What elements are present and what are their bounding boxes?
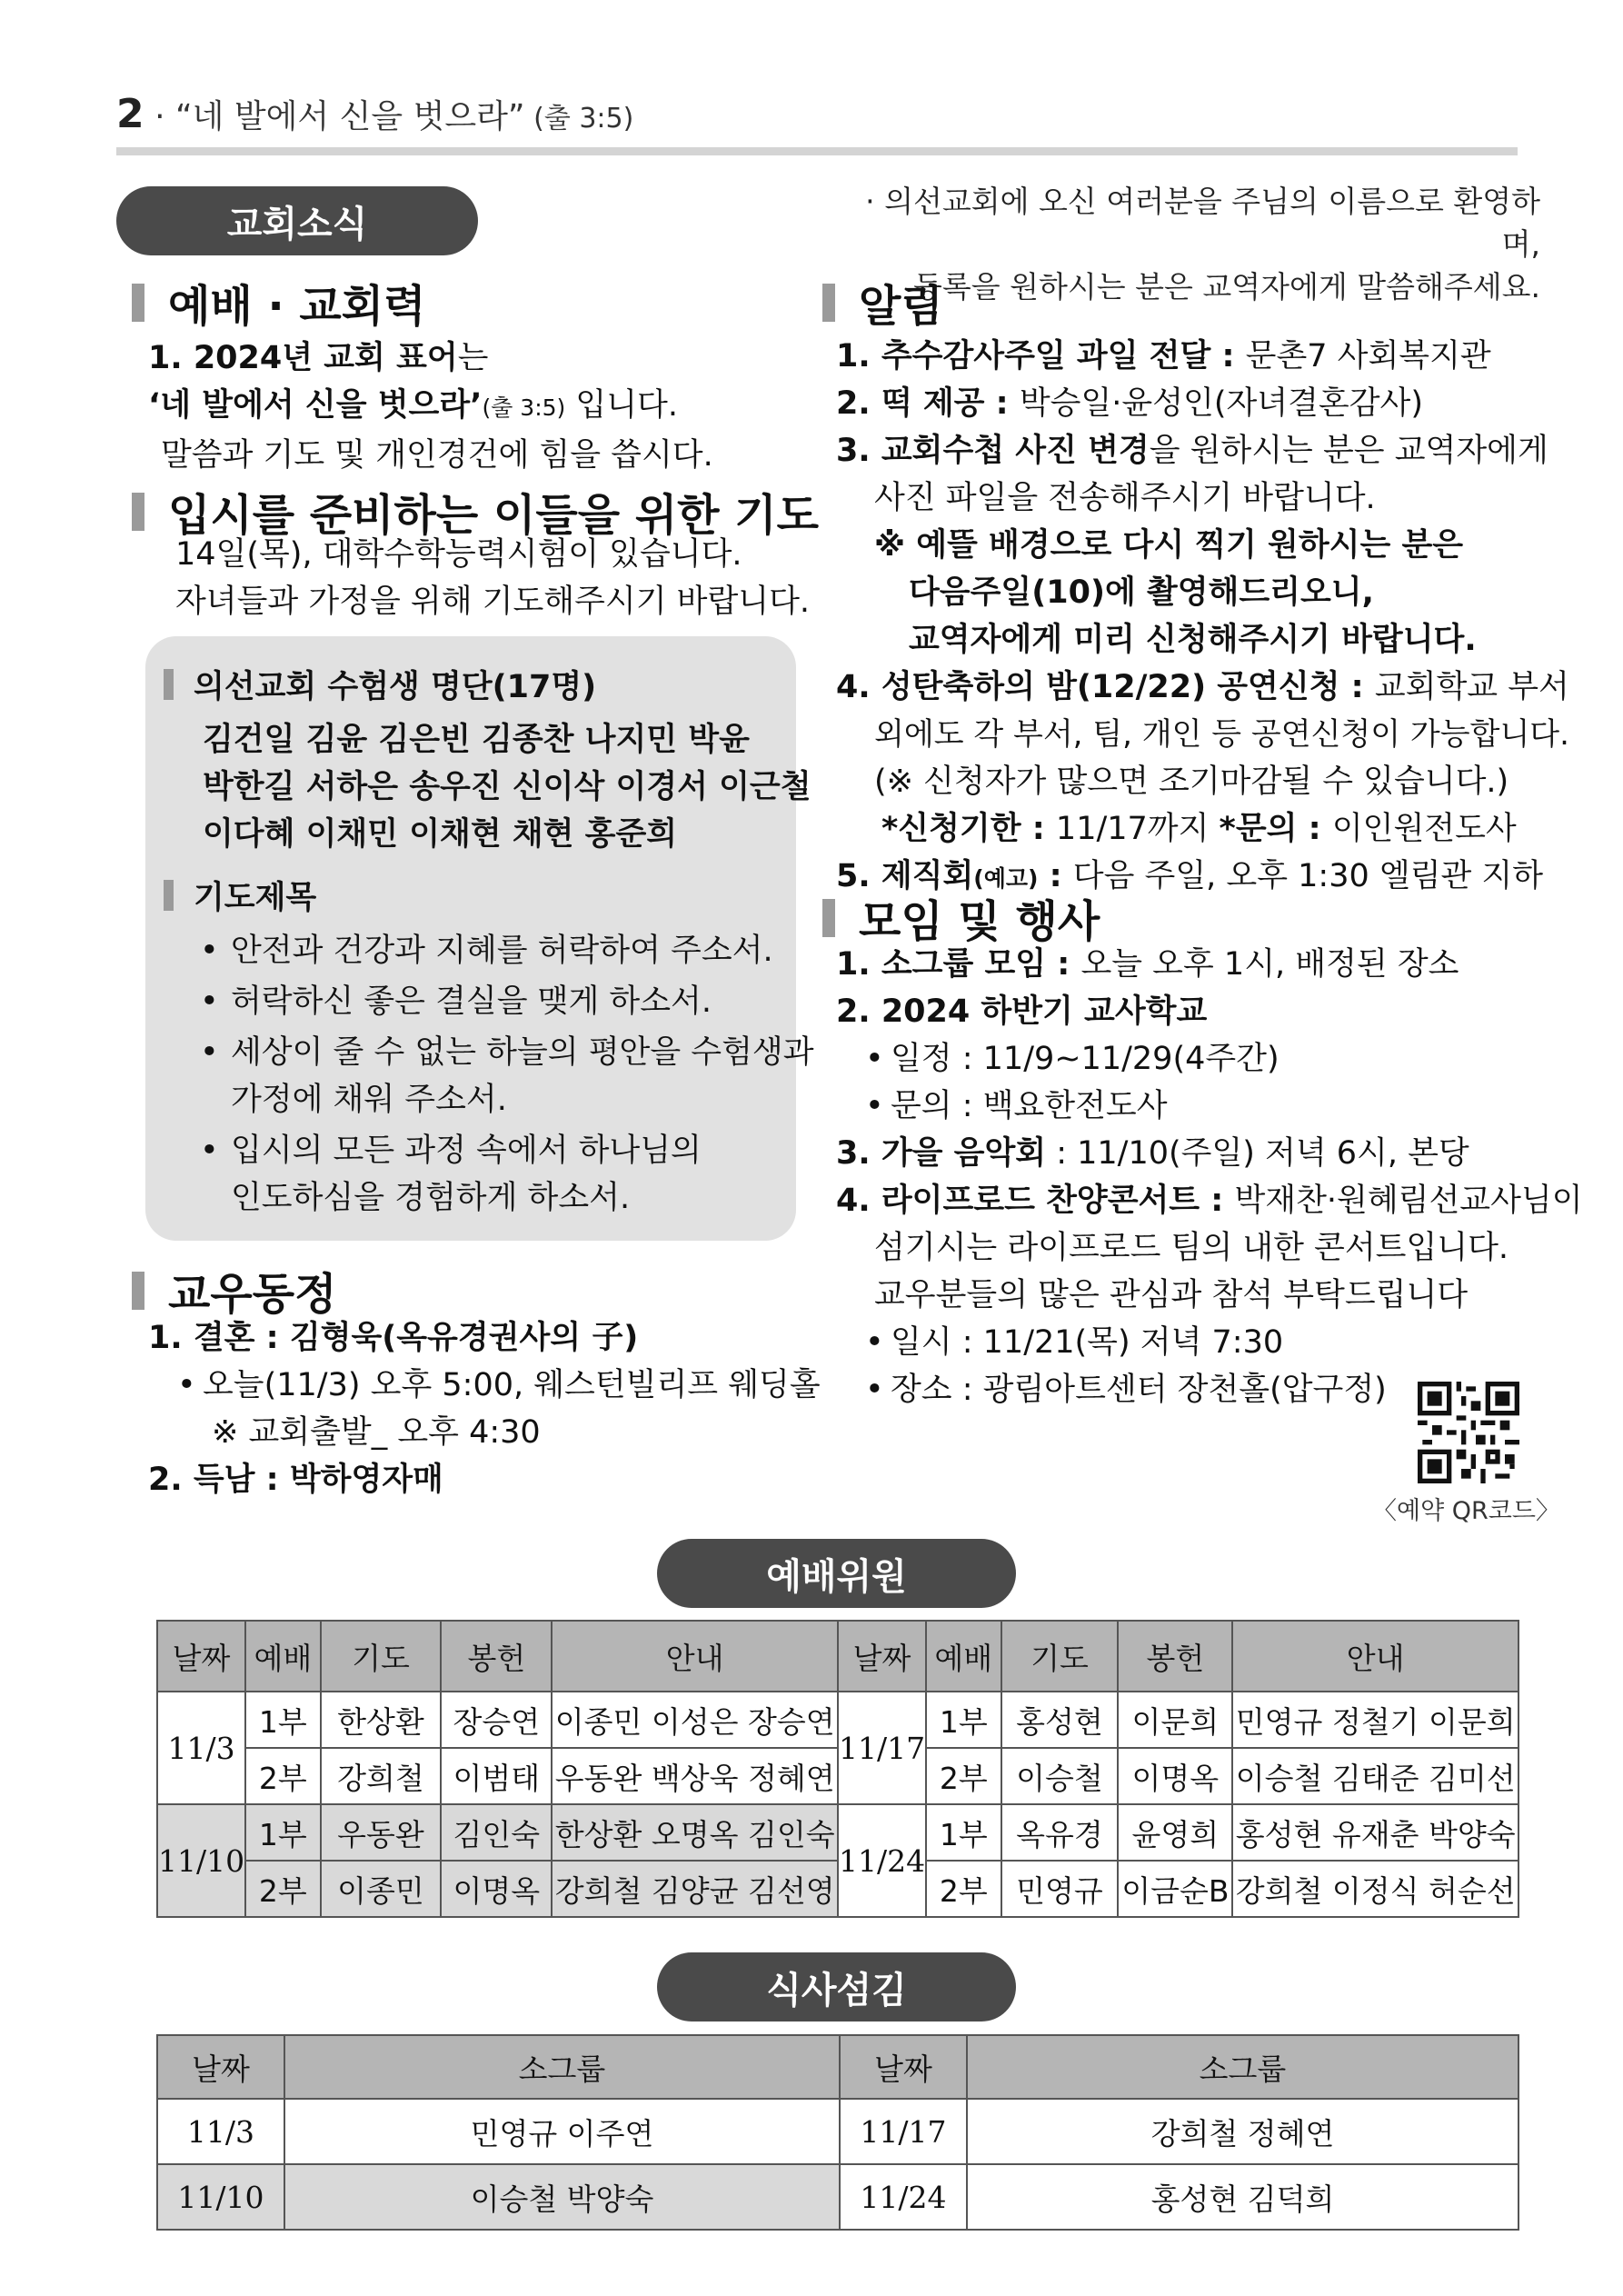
meal-header-row (157, 2035, 1518, 2099)
member-news-body: 1. 결혼 : 김형욱(옥유경권사의 子) • 오늘(11/3) 오후 5:00, 웨스턴빌리프 웨딩홀 ※ 교회출발_ 오후 4:30 2. 득남 : 박하영자매 (148, 1314, 802, 1503)
prayer-item: • 입시의 모든 과정 속에서 하나님의 (200, 1133, 702, 1169)
event-2-schedule: 일정 : 11/9~11/29(4주간) (891, 1041, 1279, 1077)
section-events (822, 886, 1100, 949)
wedding-details: 오늘(11/3) 오후 5:00, 웨스턴빌리프 웨딩홀 (203, 1367, 821, 1403)
event-3-label: 3. 가을 음악회 (836, 1135, 1047, 1172)
offering-cell: 이금순B (1118, 1861, 1232, 1917)
col-header: 날짜 (838, 1621, 926, 1692)
prayer-item: • 세상이 줄 수 없는 하늘의 평안을 수험생과 (200, 1034, 814, 1071)
qr-code-label: 〈예약 QR코드〉 (1372, 1497, 1560, 1525)
event-4-label: 4. 라이프로드 찬양콘서트 : (836, 1183, 1235, 1219)
exam-list (164, 662, 812, 858)
worship-members-pill: 예배위원 (657, 1539, 1016, 1608)
notice-5-tag: (예고) (973, 865, 1039, 892)
notice-3-cont: 사진 파일을 전송해주시기 바랍니다. (874, 480, 1376, 516)
notice-2-text: 박승일·윤성인(자녀결혼감사) (1019, 385, 1423, 422)
service-cell: 2부 (245, 1748, 320, 1804)
contact-value: 이인원전도사 (1331, 811, 1517, 847)
col-header: 날짜 (840, 2035, 967, 2099)
group-cell: 이승철 박양숙 (284, 2164, 840, 2230)
date-cell: 11/24 (840, 2164, 967, 2230)
sub-marker (164, 669, 174, 700)
offering-cell: 이범태 (441, 1748, 552, 1804)
col-header: 예배 (245, 1621, 320, 1692)
church-news-pill: 교회소식 (116, 186, 478, 255)
offering-cell: 이명옥 (441, 1861, 552, 1917)
worship-members-table (156, 1620, 1519, 1918)
usher-cell: 한상환 오명옥 김인숙 (552, 1804, 838, 1861)
notice-4-warning: (※ 신청자가 많으면 조기마감될 수 있습니다.) (874, 764, 1509, 800)
notice-3-note: 다음주일(10)에 촬영해드리오니, (909, 574, 1374, 611)
section-marker (822, 284, 835, 322)
prayer-item-cont (200, 1174, 814, 1222)
event-2-contact: 문의 : 백요한전도사 (891, 1088, 1168, 1124)
notice-2-label: 2. 떡 제공 : (836, 385, 1020, 422)
notice-3-note: 교역자에게 미리 신청해주시기 바랍니다. (909, 622, 1477, 658)
notice-5-label: 5. 제직회 (836, 858, 974, 894)
deadline-value: 11/17까지 (1055, 811, 1220, 847)
header-reference: (출 3:5) (524, 103, 634, 135)
prayer-text: 입시의 모든 과정 속에서 하나님의 (231, 1133, 702, 1169)
offering-cell: 이문희 (1118, 1692, 1232, 1748)
notice-3-note: ※ 예뜰 배경으로 다시 찍기 원하시는 분은 (874, 527, 1464, 564)
meal-service-pill: 식사섬김 (657, 1952, 1016, 2021)
worship-header-row (157, 1621, 1518, 1692)
section-heading: 교우동정 (168, 1269, 337, 1320)
offering-cell: 장승연 (441, 1692, 552, 1748)
service-cell: 1부 (926, 1804, 1001, 1861)
page-header (116, 91, 633, 137)
usher-cell: 우동완 백상욱 정혜연 (552, 1748, 838, 1804)
prayer-text: 허락하신 좋은 결실을 맺게 하소서. (231, 983, 712, 1020)
prayer-text: 가정에 채워 주소서. (231, 1082, 507, 1118)
deadline-label: *신청기한 : (881, 811, 1056, 847)
col-header: 봉헌 (1118, 1621, 1232, 1692)
welcome-line: 등록을 원하시는 분은 교역자에게 말씀해주세요. (912, 269, 1540, 304)
table-row (157, 1804, 1518, 1861)
exam-names-row: 이다혜 이채민 이채현 채현 홍준희 (203, 816, 678, 853)
usher-cell: 홍성현 유재춘 박양숙 (1232, 1804, 1518, 1861)
event-4-cont: 교우분들의 많은 관심과 참석 부탁드립니다 (874, 1277, 1469, 1313)
prayer-cell: 강희철 (321, 1748, 442, 1804)
notices-body (836, 333, 1569, 903)
notice-3-label: 3. 교회수첩 사진 변경 (836, 433, 1150, 469)
col-header: 안내 (1232, 1621, 1518, 1692)
group-cell: 홍성현 김덕희 (967, 2164, 1518, 2230)
usher-cell: 강희철 이정식 허순선 (1232, 1861, 1518, 1917)
notice-1-text: 문촌7 사회복지관 (1245, 338, 1491, 374)
section-marker (132, 1272, 144, 1310)
date-cell: 11/3 (157, 2099, 284, 2164)
notice-4-cont: 외에도 각 부서, 팀, 개인 등 공연신청이 가능합니다. (874, 716, 1569, 753)
exam-names-row: 박한길 서하은 송우진 신이삭 이경서 이근철 (203, 769, 812, 805)
notice-3-text: 을 원하시는 분은 교역자에게 (1149, 433, 1548, 469)
prayer-cell: 이종민 (321, 1861, 442, 1917)
table-row (157, 2099, 1518, 2164)
col-header: 날짜 (157, 1621, 245, 1692)
col-header: 봉헌 (441, 1621, 552, 1692)
prayer-cell: 이승철 (1001, 1748, 1119, 1804)
event-3-text: : 11/10(주일) 저녁 6시, 본당 (1046, 1135, 1469, 1172)
col-header: 날짜 (157, 2035, 284, 2099)
group-cell: 강희철 정혜연 (967, 2099, 1518, 2164)
prayer-text: 인도하심을 경험하게 하소서. (231, 1180, 631, 1216)
wedding-departure: ※ 교회출발_ 오후 4:30 (212, 1414, 541, 1451)
col-header: 기도 (321, 1621, 442, 1692)
section-heading: 모임 및 행사 (859, 896, 1100, 947)
section-member-news (132, 1259, 336, 1322)
date-cell: 11/3 (157, 1692, 245, 1804)
event-4-text: 박재찬·원혜림선교사님이 (1234, 1183, 1583, 1219)
date-cell: 11/17 (838, 1692, 926, 1804)
service-cell: 1부 (926, 1692, 1001, 1748)
worship-calendar-body (148, 334, 802, 479)
welcome-line: · 의선교회에 오신 여러분을 주님의 이름으로 환영하며, (865, 184, 1540, 262)
service-cell: 2부 (245, 1861, 320, 1917)
prayer-topics-title (164, 873, 814, 918)
notice-1-label: 1. 추수감사주일 과일 전달 : (836, 338, 1246, 374)
prayer-text: 세상이 줄 수 없는 하늘의 평안을 수험생과 (231, 1034, 814, 1071)
prayer-text: 안전과 건강과 지혜를 허락하여 주소서. (231, 933, 773, 969)
event-1-label: 1. 소그룹 모임 : (836, 946, 1081, 983)
notice-5-colon: : (1038, 858, 1073, 894)
contact-label: *문의 : (1219, 811, 1332, 847)
header-separator: · (144, 98, 175, 135)
event-4-cont: 섬기시는 라이프로드 팀의 내한 콘서트입니다. (874, 1230, 1509, 1266)
page-number: 2 (116, 91, 144, 137)
prayer-cell: 홍성현 (1001, 1692, 1119, 1748)
col-header: 기도 (1001, 1621, 1119, 1692)
reservation-qr-code[interactable] (1418, 1382, 1519, 1483)
prayer-item: • 허락하신 좋은 결실을 맺게 하소서. (200, 983, 712, 1020)
exam-prayer-body (175, 531, 830, 625)
date-cell: 11/17 (840, 2099, 967, 2164)
wedding-line: 1. 결혼 : 김형욱(옥유경권사의 子) (148, 1320, 639, 1356)
section-heading: 입시를 준비하는 이들을 위한 기도 (168, 490, 819, 541)
event-4-time: 일시 : 11/21(목) 저녁 7:30 (891, 1324, 1284, 1361)
motto-end: 입니다. (565, 387, 678, 424)
header-title: “네 발에서 신을 벗으라” (174, 98, 525, 135)
offering-cell: 윤영희 (1118, 1804, 1232, 1861)
section-marker (822, 899, 835, 937)
prayer-cell: 옥유경 (1001, 1804, 1119, 1861)
col-header: 안내 (552, 1621, 838, 1692)
section-heading: 예배 · 교회력 (168, 281, 426, 332)
event-4-place: 장소 : 광림아트센터 장천홀(압구정) (891, 1372, 1387, 1408)
motto-exhort: 말씀과 기도 및 개인경건에 힘을 씁시다. (161, 437, 713, 474)
header-divider (116, 147, 1518, 155)
service-cell: 1부 (245, 1692, 320, 1748)
motto-line-suffix: 는 (457, 340, 489, 376)
exam-prayer-request: 자녀들과 가정을 위해 기도해주시기 바랍니다. (175, 584, 811, 620)
section-worship-calendar (132, 271, 426, 334)
service-cell: 2부 (926, 1748, 1001, 1804)
offering-cell: 이명옥 (1118, 1748, 1232, 1804)
service-cell: 1부 (245, 1804, 320, 1861)
group-cell: 민영규 이주연 (284, 2099, 840, 2164)
usher-cell: 이종민 이성은 장승연 (552, 1692, 838, 1748)
date-cell: 11/10 (157, 2164, 284, 2230)
notice-4-text: 교회학교 부서 (1374, 669, 1569, 705)
motto-text: ‘네 발에서 신을 벗으라’ (148, 387, 483, 424)
service-cell: 2부 (926, 1861, 1001, 1917)
offering-cell: 김인숙 (441, 1804, 552, 1861)
table-row (157, 1692, 1518, 1748)
notice-5-text: 다음 주일, 오후 1:30 엘림관 지하 (1072, 858, 1544, 894)
exam-list-heading: 의선교회 수험생 명단(17명) (194, 669, 597, 705)
col-header: 소그룹 (284, 2035, 840, 2099)
meal-service-table (156, 2034, 1519, 2231)
prayer-cell: 우동완 (321, 1804, 442, 1861)
prayer-item-cont (200, 1076, 814, 1123)
welcome-message (850, 180, 1540, 308)
section-marker (132, 284, 144, 322)
motto-line-label: 1. 2024년 교회 표어 (148, 340, 458, 376)
birth-line: 2. 득남 : 박하영자매 (148, 1462, 443, 1498)
date-cell: 11/24 (838, 1804, 926, 1917)
exam-names-row: 김건일 김윤 김은빈 김종찬 나지민 박윤 (203, 722, 750, 758)
usher-cell: 민영규 정철기 이문희 (1232, 1692, 1518, 1748)
event-1-text: 오늘 오후 1시, 배정된 장소 (1080, 946, 1459, 983)
notice-4-label: 4. 성탄축하의 밤(12/22) 공연신청 : (836, 669, 1375, 705)
usher-cell: 강희철 김양균 김선영 (552, 1861, 838, 1917)
date-cell: 11/10 (157, 1804, 245, 1917)
motto-ref: (출 3:5) (482, 394, 566, 421)
usher-cell: 이승철 김태준 김미선 (1232, 1748, 1518, 1804)
prayer-topics (164, 873, 814, 1222)
events-body: 1. 소그룹 모임 : 오늘 오후 1시, 배정된 장소 2. 2024 하반기 교사학교 • 일정 : 11/9~11/29(4주간) • 문의 : 백요한전도사 3. 가을 음악회 : 11/10(주일) 저녁 6시, 본당 4. 라이프로드 찬양콘서트 : 박재찬·원혜림선교사님이 섬기시는 라이프로드 팀의 내한 콘서트입니다. 교우분들의 많은 관심과 참석 부탁드립니다 • 일시 : 11/21(목) 저녁 7:30 • 장소 : 광림아트센터 장천홀(압구정) (836, 946, 1583, 1408)
section-heading: 알림 (859, 281, 943, 332)
section-marker (132, 493, 144, 531)
col-header: 소그룹 (967, 2035, 1518, 2099)
table-row (157, 2164, 1518, 2230)
prayer-topics-heading: 기도제목 (194, 880, 317, 916)
prayer-cell: 민영규 (1001, 1861, 1119, 1917)
event-2-label: 2. 2024 하반기 교사학교 (836, 993, 1208, 1030)
exam-list-title (164, 662, 812, 707)
section-notices (822, 271, 943, 334)
prayer-cell: 한상환 (321, 1692, 442, 1748)
col-header: 예배 (926, 1621, 1001, 1692)
prayer-item: • 안전과 건강과 지혜를 허락하여 주소서. (200, 933, 773, 969)
exam-date-line: 14일(목), 대학수학능력시험이 있습니다. (175, 536, 742, 573)
sub-marker (164, 880, 174, 911)
